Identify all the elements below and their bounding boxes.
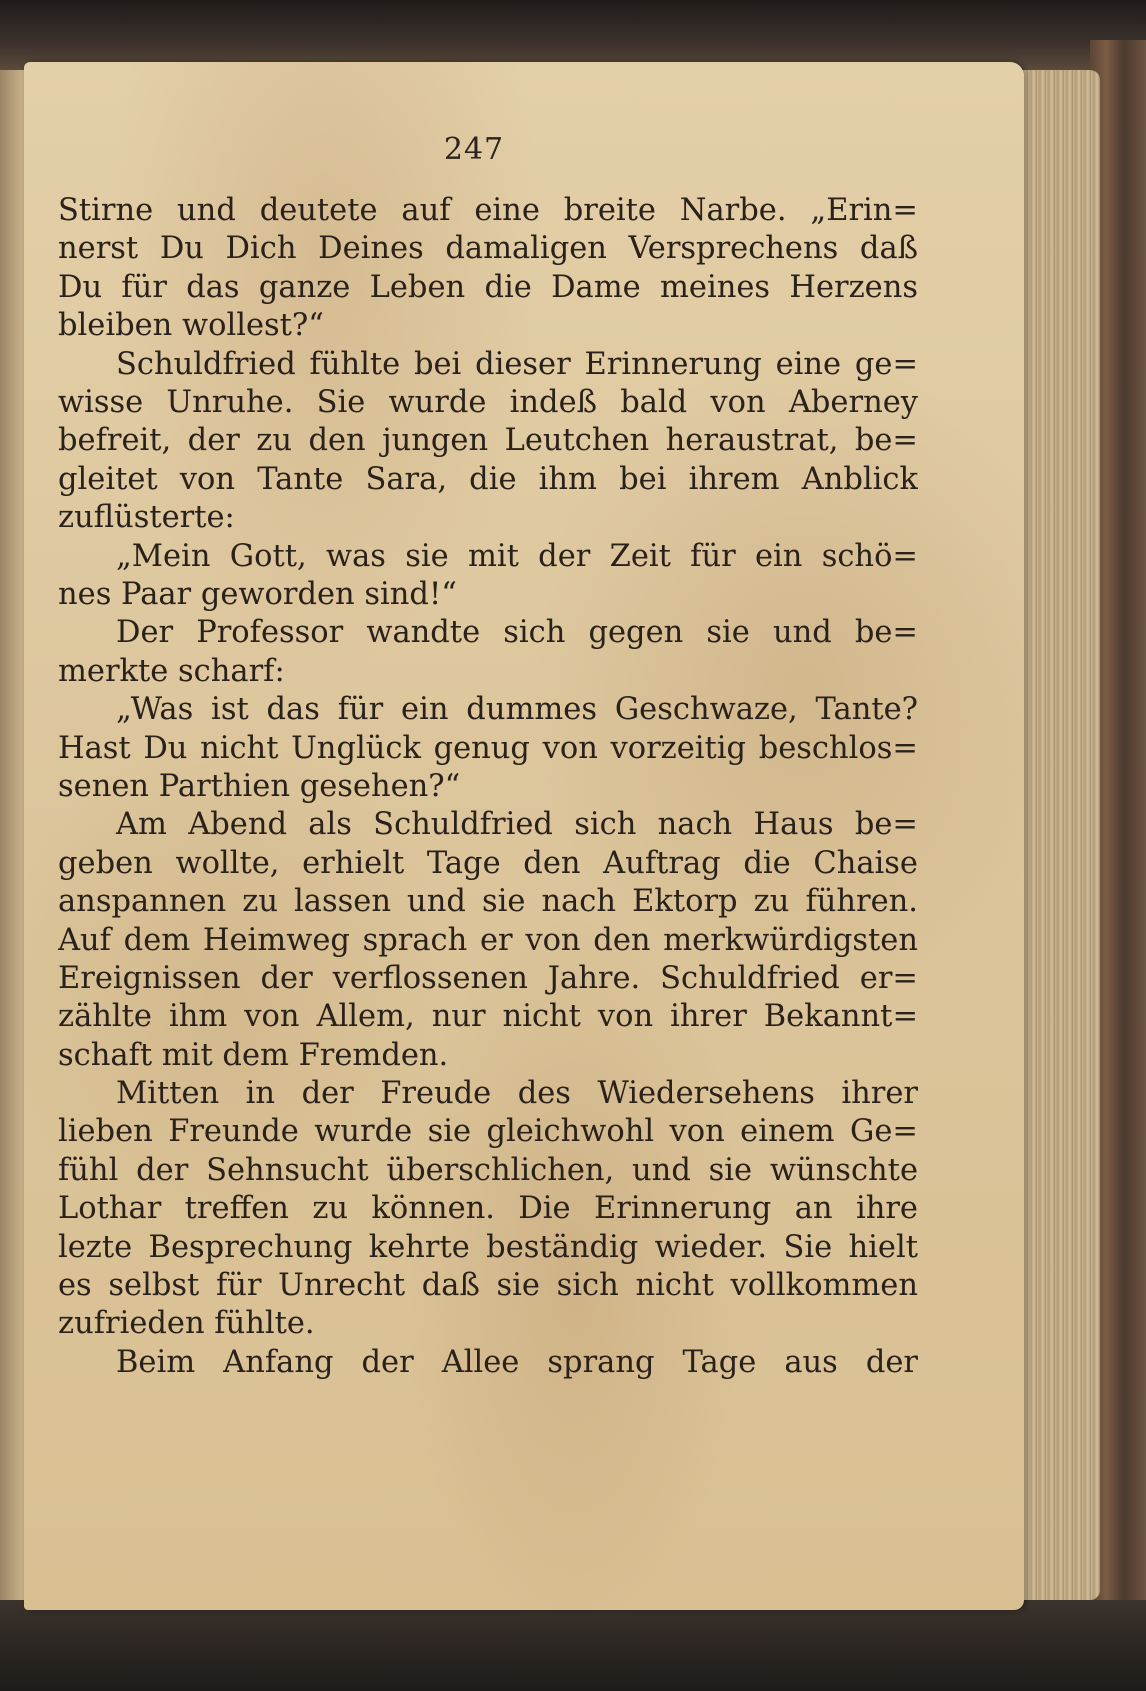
text-line: nes Paar geworden sind!“ bbox=[58, 576, 457, 612]
text-line: anspannen zu lassen und sie nach Ektorp zu führen. bbox=[58, 884, 918, 920]
page-number: 247 bbox=[443, 132, 505, 167]
text-line: Der Professor wandte sich gegen sie und be= bbox=[116, 615, 918, 651]
text-line: gleitet von Tante Sara, die ihm bei ihrem Anblick bbox=[58, 461, 918, 497]
text-line: fühl der Sehnsucht überschlichen, und sie wünschte bbox=[58, 1152, 918, 1188]
text-line: wisse Unruhe. Sie wurde indeß bald von Aberney bbox=[58, 384, 918, 420]
text-line: Schuldfried fühlte bei dieser Erinnerung eine ge= bbox=[116, 346, 918, 382]
text-line: Auf dem Heimweg sprach er von den merkwürdigsten bbox=[58, 922, 918, 958]
text-line: Du für das ganze Leben die Dame meines Herzens bbox=[58, 269, 918, 305]
text-line: es selbst für Unrecht daß sie sich nicht vollkommen bbox=[58, 1268, 918, 1304]
text-line: lezte Besprechung kehrte beständig wieder. Sie hielt bbox=[58, 1229, 918, 1265]
text-line: Mitten in der Freude des Wiedersehens ihrer bbox=[116, 1076, 918, 1112]
text-line: schaft mit dem Fremden. bbox=[58, 1037, 449, 1073]
book-cover-bottom bbox=[0, 1600, 1146, 1691]
text-line: merkte scharf: bbox=[58, 653, 285, 689]
text-line: nerst Du Dich Deines damaligen Versprechens daß bbox=[58, 231, 918, 267]
text-line: geben wollte, erhielt Tage den Auftrag die Chaise bbox=[58, 845, 918, 881]
text-line: zufrieden fühlte. bbox=[58, 1306, 315, 1342]
text-line: Stirne und deutete auf eine breite Narbe. „Erin= bbox=[58, 193, 918, 228]
text-line: zählte ihm von Allem, nur nicht von ihrer Bekannt= bbox=[58, 999, 918, 1035]
text-line: „Mein Gott, was sie mit der Zeit für ein schö= bbox=[116, 538, 918, 574]
book-page bbox=[24, 62, 1024, 1610]
text-line: Am Abend als Schuldfried sich nach Haus be= bbox=[116, 807, 918, 843]
text-line: „Was ist das für ein dummes Geschwaze, Tante? bbox=[116, 692, 918, 728]
text-line: lieben Freunde wurde sie gleichwohl von einem Ge= bbox=[58, 1114, 918, 1150]
text-line: Ereignissen der verflossenen Jahre. Schuldfried er= bbox=[58, 960, 918, 996]
text-line: senen Parthien gesehen?“ bbox=[58, 768, 461, 804]
text-line: Lothar treffen zu können. Die Erinnerung an ihre bbox=[58, 1191, 918, 1227]
text-line: zuflüsterte: bbox=[58, 500, 235, 536]
text-line: befreit, der zu den jungen Leutchen heraustrat, be= bbox=[58, 423, 918, 459]
book-cover-top bbox=[0, 0, 1146, 70]
text-line: Beim Anfang der Allee sprang Tage aus der bbox=[116, 1344, 918, 1380]
page-text bbox=[58, 192, 918, 1382]
text-line: bleiben wollest?“ bbox=[58, 308, 324, 344]
text-line: Hast Du nicht Unglück genug von vorzeitig beschlos= bbox=[58, 730, 918, 766]
